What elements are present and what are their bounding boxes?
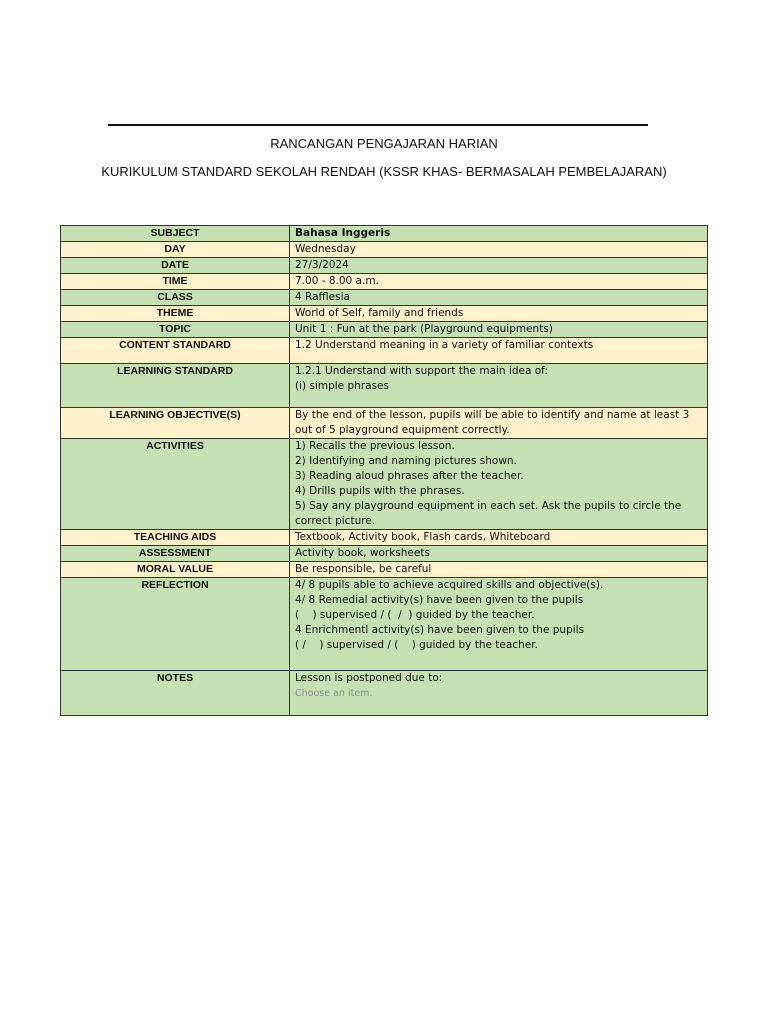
lesson-plan-table	[60, 225, 708, 716]
teaching-aids-value[interactable]: Textbook, Activity book, Flash cards, Whiteboard	[290, 530, 708, 546]
assessment-label: ASSESSMENT	[61, 546, 290, 562]
row-moral-value	[61, 562, 708, 578]
content-standard-label: CONTENT STANDARD	[61, 338, 290, 364]
reflection-label: REFLECTION	[61, 578, 290, 671]
learning-standard-label: LEARNING STANDARD	[61, 364, 290, 408]
row-subject	[61, 226, 708, 242]
notes-label: NOTES	[61, 671, 290, 716]
row-activities	[61, 439, 708, 530]
row-topic	[61, 322, 708, 338]
learning-standard-value[interactable]	[290, 364, 708, 408]
moral-value-value[interactable]: Be responsible, be careful	[290, 562, 708, 578]
day-label: DAY	[61, 242, 290, 258]
document-title: RANCANGAN PENGAJARAN HARIAN	[270, 136, 498, 151]
activity-item: 5) Say any playground equipment in each set. Ask the pupils to circle the correct picture.	[295, 500, 682, 527]
date-value[interactable]: 27/3/2024	[290, 258, 708, 274]
reflection-value[interactable]	[290, 578, 708, 671]
class-value[interactable]: 4 Rafflesia	[290, 290, 708, 306]
reflection-line: 4/ 8 Remedial activity(s) have been given to the pupils	[295, 594, 584, 606]
activities-value[interactable]	[290, 439, 708, 530]
row-learning-standard	[61, 364, 708, 408]
row-theme	[61, 306, 708, 322]
notes-text: Lesson is postponed due to:	[295, 672, 443, 684]
activity-item: 2) Identifying and naming pictures shown.	[295, 455, 517, 467]
date-label: DATE	[61, 258, 290, 274]
teaching-aids-label: TEACHING AIDS	[61, 530, 290, 546]
time-label: TIME	[61, 274, 290, 290]
activity-item: 4) Drills pupils with the phrases.	[295, 485, 465, 497]
learning-standard-line: 1.2.1 Understand with support the main idea of:	[295, 365, 549, 377]
reflection-line: 4/ 8 pupils able to achieve acquired skills and objective(s).	[295, 579, 604, 591]
learning-standard-line: (i) simple phrases	[295, 380, 389, 392]
topic-label: TOPIC	[61, 322, 290, 338]
subject-value[interactable]: Bahasa Inggeris	[290, 226, 708, 242]
day-value[interactable]: Wednesday	[290, 242, 708, 258]
topic-value[interactable]: Unit 1 : Fun at the park (Playground equipments)	[290, 322, 708, 338]
row-reflection	[61, 578, 708, 671]
row-notes	[61, 671, 708, 716]
activity-item: 3) Reading aloud phrases after the teacher.	[295, 470, 524, 482]
row-teaching-aids	[61, 530, 708, 546]
class-label: CLASS	[61, 290, 290, 306]
row-assessment	[61, 546, 708, 562]
notes-value[interactable]	[290, 671, 708, 716]
row-class	[61, 290, 708, 306]
learning-objective-value[interactable]: By the end of the lesson, pupils will be able to identify and name at least 3 out of 5 playground equipment correctly.	[290, 408, 708, 439]
document-subtitle: KURIKULUM STANDARD SEKOLAH RENDAH (KSSR KHAS- BERMASALAH PEMBELAJARAN)	[101, 164, 667, 179]
assessment-value[interactable]: Activity book, worksheets	[290, 546, 708, 562]
theme-label: THEME	[61, 306, 290, 322]
header-rule	[108, 124, 648, 126]
subject-label: SUBJECT	[61, 226, 290, 242]
reflection-line: ( ) supervised / ( / ) guided by the teacher.	[295, 609, 535, 621]
learning-objective-label: LEARNING OBJECTIVE(S)	[61, 408, 290, 439]
theme-value[interactable]: World of Self, family and friends	[290, 306, 708, 322]
row-content-standard	[61, 338, 708, 364]
activity-item: 1) Recalls the previous lesson.	[295, 440, 455, 452]
row-learning-objective	[61, 408, 708, 439]
time-value[interactable]: 7.00 - 8.00 a.m.	[290, 274, 708, 290]
reflection-line: 4 Enrichmentl activity(s) have been given to the pupils	[295, 624, 585, 636]
row-date	[61, 258, 708, 274]
row-day	[61, 242, 708, 258]
activities-label: ACTIVITIES	[61, 439, 290, 530]
reflection-line: ( / ) supervised / ( ) guided by the teacher.	[295, 639, 538, 651]
moral-value-label: MORAL VALUE	[61, 562, 290, 578]
row-time	[61, 274, 708, 290]
notes-dropdown-placeholder[interactable]: Choose an item.	[295, 688, 373, 699]
content-standard-value[interactable]: 1.2 Understand meaning in a variety of familiar contexts	[290, 338, 708, 364]
